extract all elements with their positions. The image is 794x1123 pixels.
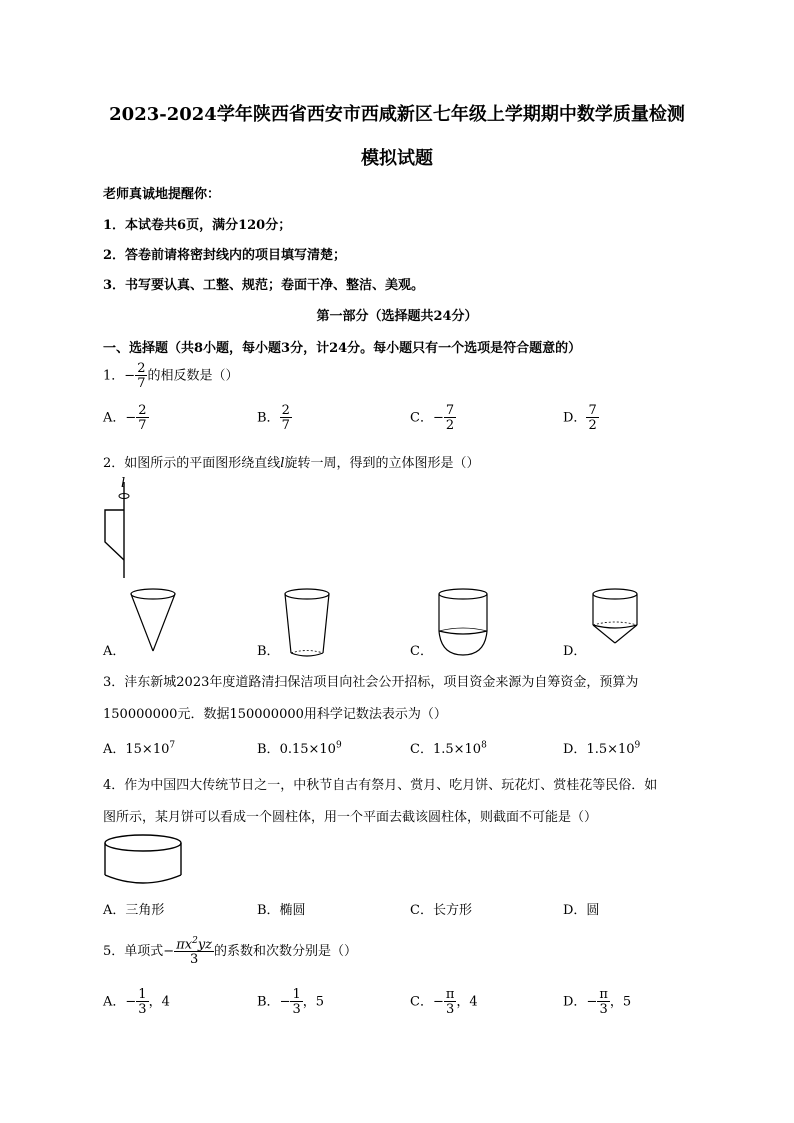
- question-3-line2: 150000000元．数据150000000用科学记数法表示为（）: [103, 707, 447, 722]
- question-2: 2．如图所示的平面图形绕直线l旋转一周，得到的立体图形是（）: [103, 456, 480, 471]
- q3-option-b[interactable]: B．$0.15\times 10^9$: [257, 740, 342, 757]
- question-4-line1: 4．作为中国四大传统节日之一，中秋节自古有祭月、赏月、吃月饼、玩花灯、赏桂花等民俗．如: [103, 778, 658, 793]
- q2-option-a[interactable]: A．: [103, 644, 126, 659]
- q3-option-c[interactable]: C．$1.5\times 10^8$: [410, 740, 487, 757]
- question-4-line2: 图所示，某月饼可以看成一个圆柱体，用一个平面去截该圆柱体，则截面不可能是（）: [103, 810, 598, 825]
- q4-option-d[interactable]: D．圆: [563, 903, 600, 918]
- part-heading: 第一部分（选择题共24分）: [316, 309, 478, 324]
- page-subtitle: 模拟试题: [361, 148, 433, 169]
- question-1: 1．− $\frac{2}{7}$ 的相反数是（）: [103, 361, 239, 391]
- reminder-item: 3．书写要认真、工整、规范；卷面干净、整洁、美观。: [103, 278, 425, 293]
- q4-option-c[interactable]: C．长方形: [410, 903, 472, 918]
- q2-plane-figure: [95, 480, 145, 580]
- q5-option-b[interactable]: B．− $\frac{1}{3}$ ，5: [257, 987, 325, 1017]
- q5-option-a[interactable]: A．− $\frac{1}{3}$ ，4: [103, 987, 170, 1017]
- q5-option-c[interactable]: C．− $\frac{\pi}{3}$ ，4: [410, 987, 478, 1017]
- question-3-line1: 3．沣东新城2023年度道路清扫保洁项目向社会公开招标，项目资金来源为自筹资金，预算为: [103, 675, 639, 690]
- page-title: 2023-2024学年陕西省西安市西咸新区七年级上学期期中数学质量检测: [109, 104, 685, 125]
- section-heading: 一、选择题（共8小题，每小题3分，计24分。每小题只有一个选项是符合题意的）: [103, 341, 582, 356]
- q3-option-d[interactable]: D．$1.5\times 10^9$: [563, 740, 641, 757]
- q1-option-c[interactable]: C．− $\frac{7}{2}$: [410, 403, 455, 433]
- question-5: 5．单项式− $\frac{\pi x^2yz}{3}$ 的系数和次数分别是（）: [103, 936, 358, 968]
- q1-option-b[interactable]: B． $\frac{2}{7}$: [257, 403, 290, 433]
- cylinder-hemisphere-icon: [435, 585, 495, 660]
- q5-option-d[interactable]: D．− $\frac{\pi}{3}$ ，5: [563, 987, 632, 1017]
- q2-option-d[interactable]: D．: [563, 644, 587, 659]
- q2-option-b[interactable]: B．: [257, 644, 280, 659]
- mooncake-cylinder-icon: [103, 833, 183, 891]
- cylinder-cone-icon: [588, 585, 648, 660]
- q4-option-b[interactable]: B．椭圆: [257, 903, 306, 918]
- q1-option-a[interactable]: A．− $\frac{2}{7}$: [103, 403, 147, 433]
- q2-option-c[interactable]: C．: [410, 644, 433, 659]
- reminder-item: 2．答卷前请将密封线内的项目填写清楚；: [103, 248, 347, 263]
- reminder-heading: 老师真诚地提醒你：: [103, 187, 221, 202]
- q3-option-a[interactable]: A．$15\times 10^7$: [103, 740, 176, 757]
- q1-option-d[interactable]: D． $\frac{7}{2}$: [563, 403, 597, 433]
- frustum-icon: [280, 585, 340, 660]
- q4-option-a[interactable]: A．三角形: [103, 903, 165, 918]
- axis-label: l: [121, 476, 126, 491]
- reminder-item: 1．本试卷共6页，满分120分；: [103, 218, 292, 233]
- cone-icon: [125, 585, 185, 655]
